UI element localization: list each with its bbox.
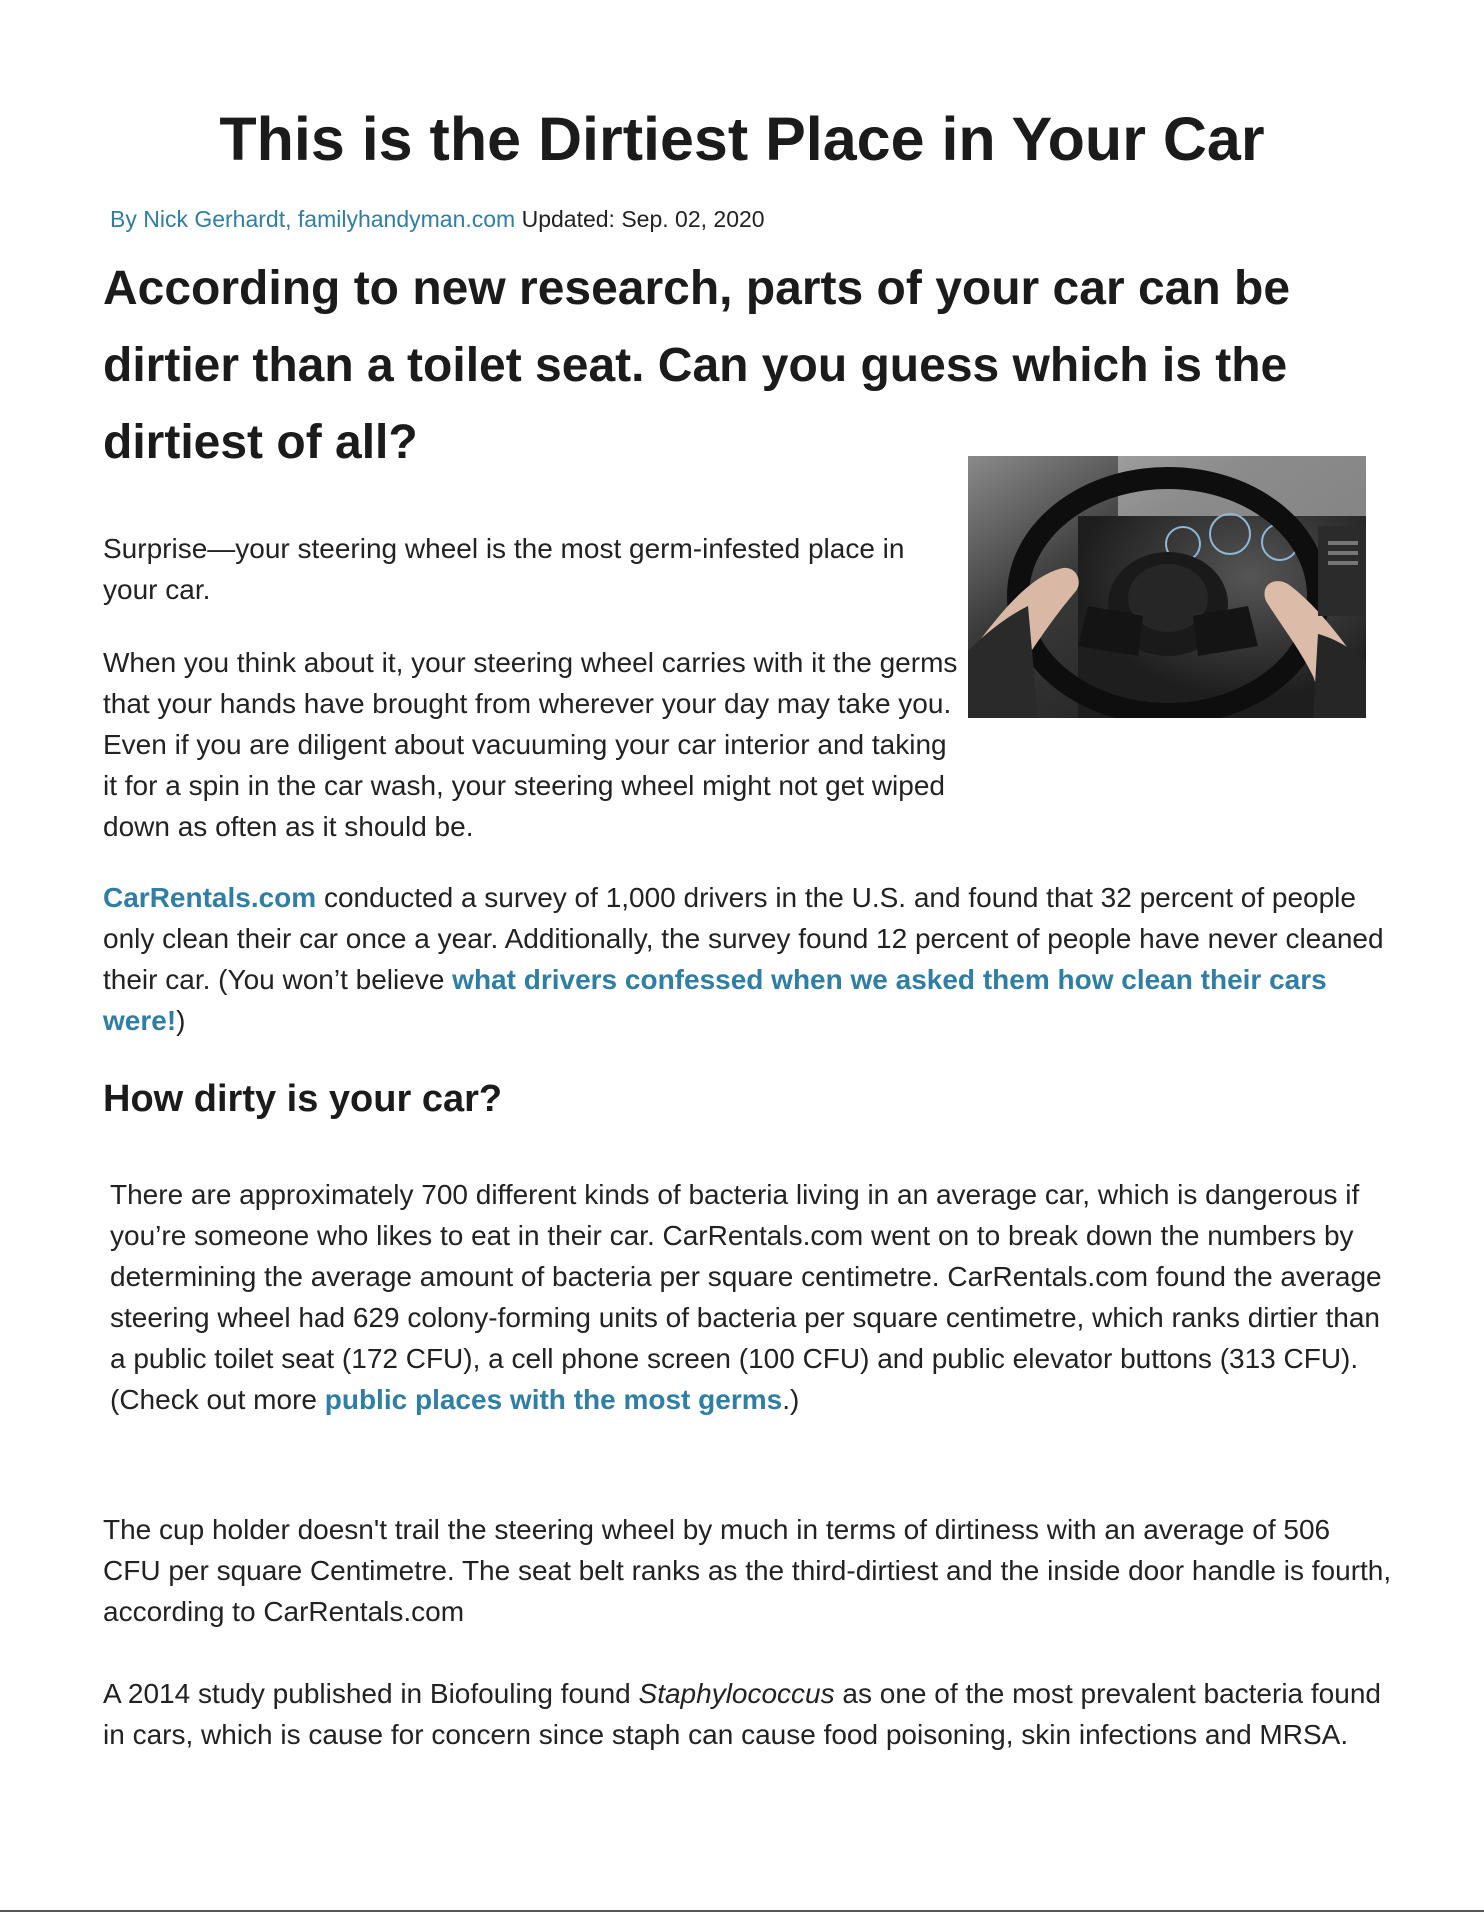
page-bottom-rule bbox=[0, 1910, 1484, 1912]
byline-updated: Updated: Sep. 02, 2020 bbox=[515, 206, 765, 232]
byline bbox=[110, 206, 765, 233]
paragraph-germs-hands bbox=[103, 642, 963, 847]
steering-wheel-photo bbox=[968, 456, 1366, 718]
study-text-1: A 2014 study published in Biofouling found bbox=[103, 1678, 639, 1709]
paragraph-bacteria bbox=[110, 1174, 1395, 1420]
paragraph-germs-hands-text: When you think about it, your steering wheel carries with it the germs that your hands have brought from wherever your day may take you. Even if you are diligent about vacuuming your car interior and taking it for a spin in the car wash, your steering wheel might not get wiped down as often as it should be. bbox=[103, 647, 958, 842]
bacteria-text-2: .) bbox=[782, 1384, 800, 1415]
staphylococcus-term: Staphylococcus bbox=[638, 1678, 835, 1709]
public-places-link[interactable]: public places with the most germs bbox=[324, 1384, 783, 1415]
bacteria-text-1: There are approximately 700 different kinds of bacteria living in an average car, which is dangerous if you’re someone who likes to eat in their car. CarRentals.com went on to break down the numbers by determining the average amount of bacteria per square centimetre. CarRentals.com found the average steering wheel had 629 colony-forming units of bacteria per square centimetre, which ranks dirtier than a public toilet seat (172 CFU), a cell phone screen (100 CFU) and public elevator buttons (313 CFU). (Check out more bbox=[110, 1179, 1382, 1415]
paragraph-survey bbox=[103, 877, 1393, 1041]
section-heading: How dirty is your car? bbox=[103, 1078, 503, 1120]
drivers-confessed-link[interactable]: what drivers confessed when we asked them how clean their cars were! bbox=[103, 964, 1327, 1036]
paragraph-cup-holder: The cup holder doesn't trail the steering wheel by much in terms of dirtiness with an average of 506 CFU per square Centimetre. The seat belt ranks as the third-dirtiest and the inside door handle is fourth, according to CarRentals.com bbox=[103, 1514, 1392, 1627]
article-title: This is the Dirtiest Place in Your Car bbox=[219, 105, 1265, 173]
byline-author-link[interactable]: By Nick Gerhardt, familyhandyman.com bbox=[110, 206, 516, 232]
survey-text-2: ) bbox=[176, 1005, 186, 1036]
survey-text-1: conducted a survey of 1,000 drivers in the U.S. and found that 32 percent of people only clean their car once a year. Additionally, the survey found 12 percent of people have never cleaned their car. (You won’t believe bbox=[103, 882, 1384, 995]
paragraph-intro: Surprise—your steering wheel is the most germ-infested place in your car. bbox=[103, 533, 905, 605]
carrentals-link[interactable]: CarRentals.com bbox=[103, 882, 317, 913]
article-deck: According to new research, parts of your car can be dirtier than a toilet seat. Can you guess which is the dirtiest of all? bbox=[103, 262, 1291, 469]
study-text-2: as one of the most prevalent bacteria found in cars, which is cause for concern since staph can cause food poisoning, skin infections and MRSA. bbox=[103, 1678, 1381, 1750]
paragraph-study bbox=[103, 1673, 1393, 1755]
hands-on-steering-wheel-image bbox=[968, 456, 1366, 718]
